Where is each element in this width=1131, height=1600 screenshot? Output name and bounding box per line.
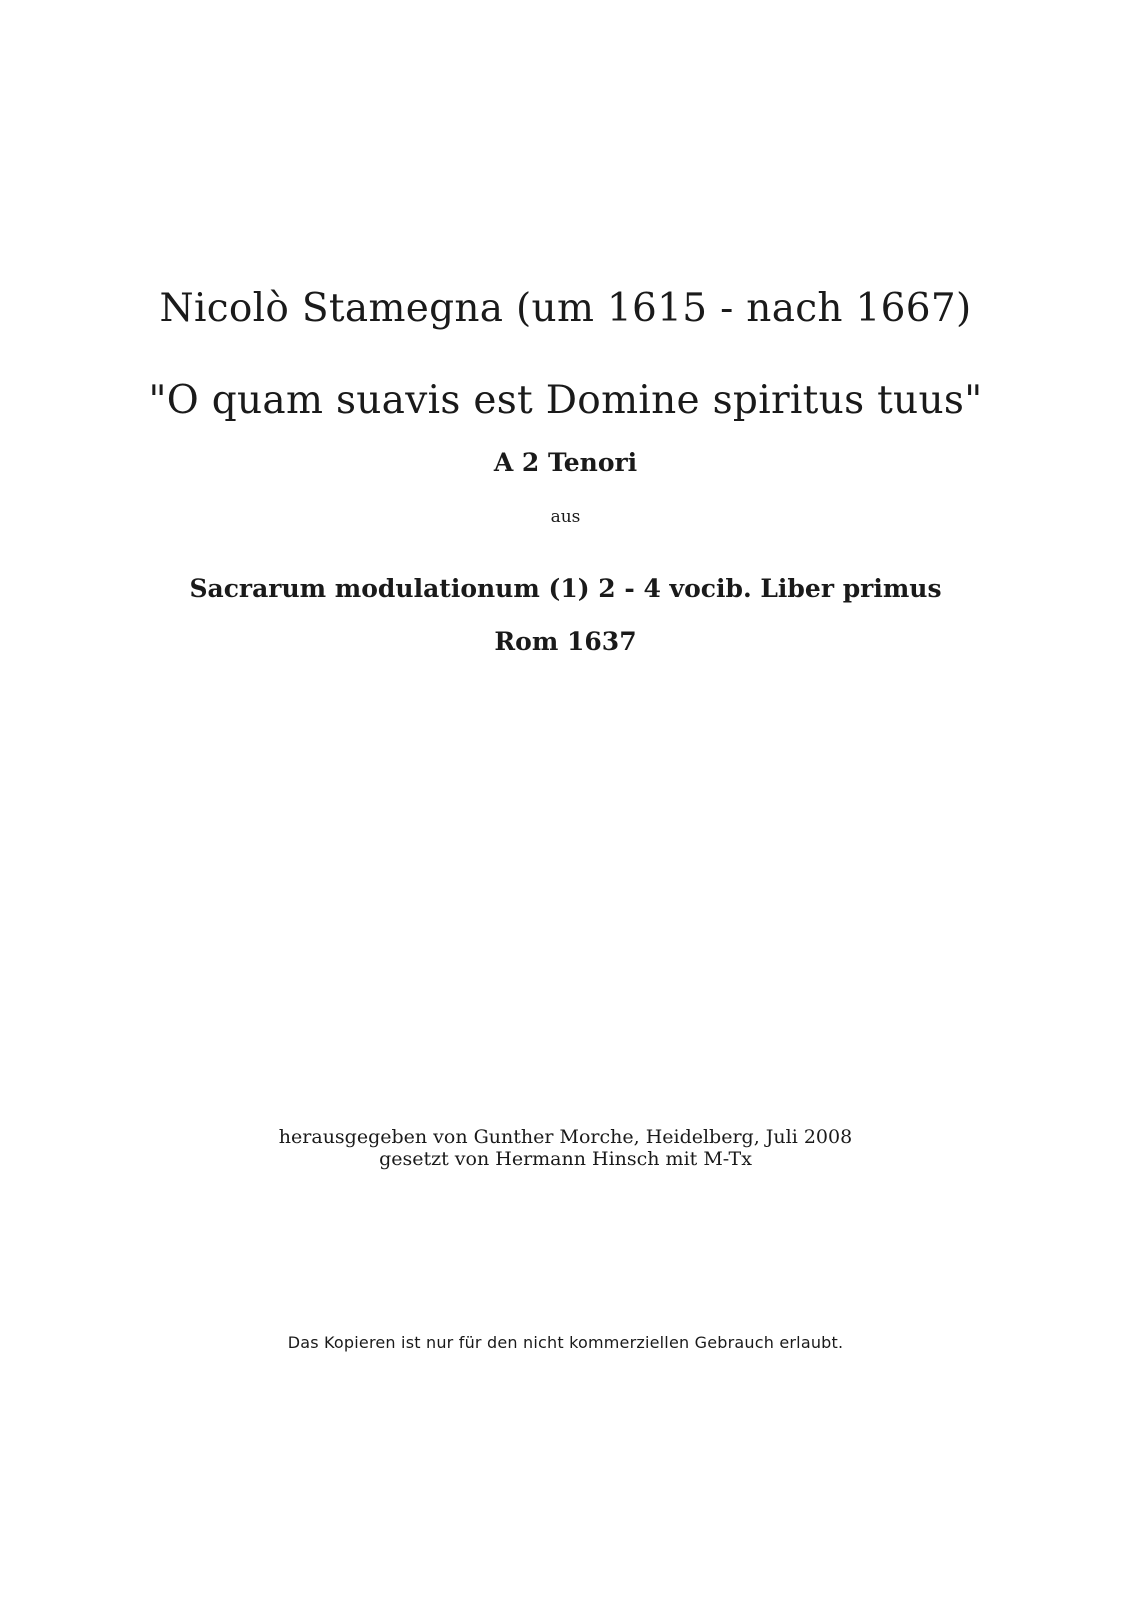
typesetter-credit: gesetzt von Hermann Hinsch mit M-Tx [379,1148,752,1170]
composer-heading: Nicolò Stamegna (um 1615 - nach 1667) [159,286,972,331]
work-title: "O quam suavis est Domine spiritus tuus" [148,378,983,423]
connector-text: aus [550,507,581,527]
credits-block [0,1126,1131,1170]
copyright-notice: Das Kopieren ist nur für den nicht kommerziellen Gebrauch erlaubt. [287,1333,844,1352]
place-year: Rom 1637 [494,627,637,656]
editor-credit: herausgegeben von Gunther Morche, Heidelberg, Juli 2008 [278,1126,853,1148]
scoring-label: A 2 Tenori [493,448,638,477]
source-collection: Sacrarum modulationum (1) 2 - 4 vocib. Liber primus [189,574,942,603]
